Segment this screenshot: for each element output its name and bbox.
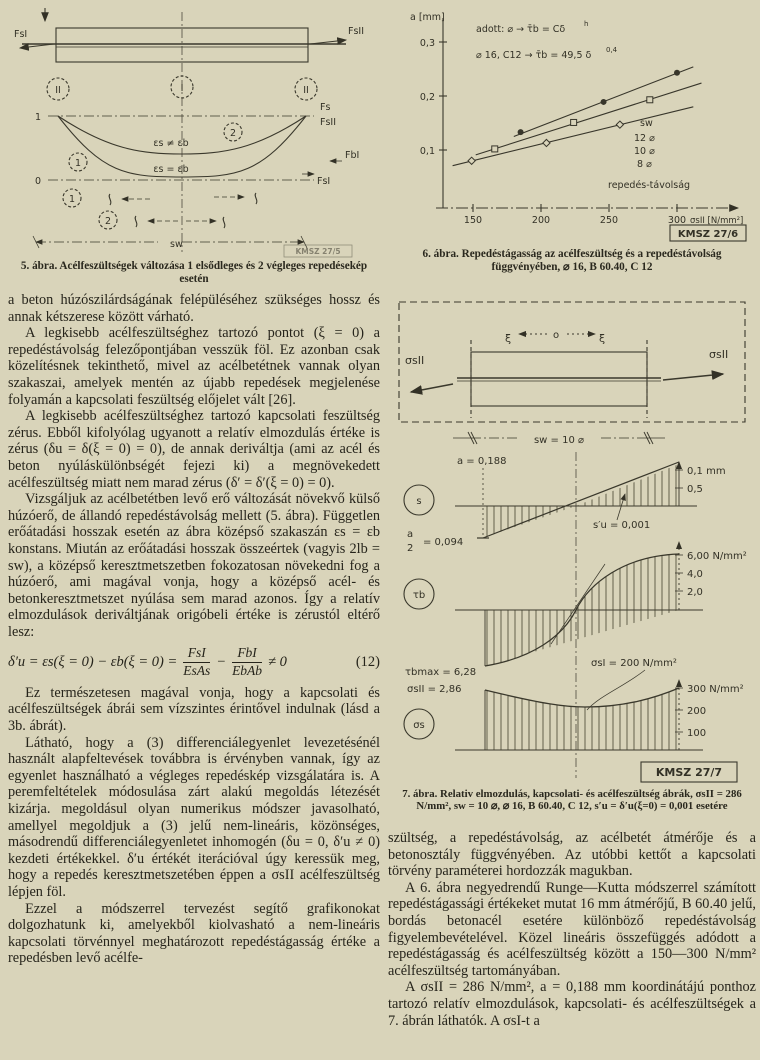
label-fsi: FsI	[317, 176, 331, 187]
section-label-left: II	[55, 85, 61, 96]
data-point-open-diamond	[543, 139, 550, 146]
right-text-column	[388, 830, 756, 1060]
stamp-label: KMSZ 27/5	[295, 247, 341, 256]
fraction-denominator: EsAs	[183, 662, 211, 678]
x-tick-label: 250	[599, 215, 619, 226]
series-line	[453, 107, 694, 166]
label-force-left: FsI	[14, 29, 28, 40]
data-point-open-diamond	[468, 157, 475, 164]
series-line	[476, 83, 702, 155]
equation-lhs: δ′u = εs(ξ = 0) − εb(ξ = 0) =	[8, 653, 178, 670]
label-s300: 300 N/mm²	[687, 684, 744, 695]
stamp-label: KMSZ 27/6	[677, 229, 739, 240]
paragraph: A legkisebb acélfeszültséghez tartozó pontot (ξ = 0) a repedéstávolság felezőpontjában vesszük föl. Ez azonban csak közelítésnek tekinthető, mivel az acélbetétnek vannak olyan szakaszai, amelyek mentén az újabb repedések megjelenése folyamán a kapcsolati feszültség előjelet vált [26].	[8, 325, 380, 408]
paragraph: szültség, a repedéstávolság, az acélbetét átmérője és a betonosztály függvényében. Az utóbbi kettőt a kapcsolati törvény paraméterei hordozzák magukban.	[388, 830, 756, 880]
s-hatch-right	[576, 464, 679, 506]
equation-rhs: ≠ 0	[268, 653, 287, 670]
fraction-numerator: FsI	[187, 645, 206, 661]
label-tau-mean: σsII = 2,86	[407, 684, 462, 695]
figure-6-crack-width-chart	[388, 4, 756, 246]
stamp-label: KMSZ 27/7	[655, 766, 723, 779]
legend-header: sw	[640, 118, 653, 129]
label-sw: sw	[170, 239, 183, 250]
label-a-frac-top: a	[407, 529, 414, 540]
label-force-right: FsII	[348, 26, 365, 37]
label-sigma-left: σsII	[405, 354, 425, 367]
paragraph: A σsII = 286 N/mm², a = 0,188 mm koordinátájú ponthoz tartozó relatív elmozdulások, kapcsolati- és acélfeszültségek a 7. ábrán láthatók. A σsI-t a	[388, 979, 756, 1029]
data-point-open-square	[571, 119, 577, 125]
label-sigma-s1: σsI = 200 N/mm²	[591, 658, 677, 669]
x-tick-label: 300	[667, 215, 687, 226]
figure-7-diagrams	[393, 292, 755, 786]
level-label-0: 0	[34, 176, 42, 187]
paragraph: Vizsgáljuk az acélbetétben levő erő változását növekvő külső húzóerő, de állandó repedéstávolság mellett (5. ábra). Független erőátadási hosszak esetén az ábra középső szakaszán εs = εb konstans. Miután az erőátadási hosszak összeértek (vagyis 2lb = sw), a középső keresztmetszetben fokozatosan növekedni fog a húzóerő, ami magával vonja, hogy a középső acél- és betonkeresztmetszet nyúlása sem marad azonos. Így a relatív elmozdulások deriváltjának origóbeli értéke is zérustól eltérő lesz:	[8, 491, 380, 640]
annotation-2: ⌀ 16, C12 → τ̄b = 49,5 δ	[476, 50, 592, 61]
label-eps-neq: εs ≠ εb	[153, 138, 189, 149]
curve-1-label: 1	[74, 158, 82, 169]
sigma-arrow-left	[411, 384, 453, 392]
s-badge-label: s	[416, 496, 422, 507]
x-axis-label: σsII [N/mm²]	[690, 216, 744, 226]
label-a-top: a = 0,188	[457, 456, 507, 467]
label-dimension: sw = 10 ⌀	[533, 435, 585, 446]
data-point-open-square	[647, 97, 653, 103]
fraction-numerator: FbI	[237, 645, 257, 661]
data-point-filled-circle	[674, 70, 680, 76]
figure-7-caption: 7. ábra. Relativ elmozdulás, kapcsolati- és acélfeszültség ábrák, σsII = 286 N/mm², sw = 10 ⌀, ⌀ 16, B 60.40, C 12, s′u = δ′u(ξ=0) = 0,001 esetére	[402, 788, 742, 813]
figure-5-caption: 5. ábra. Acélfeszültségek változása 1 elsődleges és 2 végleges repedésekép esetén	[20, 260, 368, 285]
data-point-open-diamond	[616, 121, 623, 128]
label-s100: 100	[687, 728, 707, 739]
label-xi-left: ξ	[505, 332, 512, 345]
label-scale-05: 0,5	[687, 484, 703, 495]
label-a-half: = 0,094	[423, 537, 464, 548]
label-fsii: FsII	[320, 117, 337, 128]
paragraph: A legkisebb acélfeszültséghez tartozó kapcsolati feszültség zérus. Ebből kifolyólag ugyanott a relatív elmozdulás értéke is zérus (δu = δ(ξ = 0) = 0), de annak deriváltja (ami az acél és beton nyúláskülönbségét fejezi ki) a megnövekedett acélfeszültség miatt nem marad zérus (δ′ = δ′(ξ = 0) = 0).	[8, 408, 380, 491]
row-2-label: 2	[104, 216, 112, 227]
legend-item-10: 10 ⌀	[634, 146, 655, 157]
y-axis-label: a [mm]	[410, 12, 445, 23]
legend-item-12: 12 ⌀	[634, 133, 655, 144]
annotation-2-exp: 0,4	[606, 46, 618, 54]
figure-6-caption: 6. ábra. Repedéstágasság az acélfeszültség és a repedéstávolság függvényében, ⌀ 16, B 60.40, C 12	[422, 248, 722, 273]
data-point-filled-circle	[601, 99, 607, 105]
paragraph: Látható, hogy a (3) differenciálegyenlet levezetésénél használt alapfeltevések továbbra is érvényben vannak, így az egyenlet használható a végleges repedéskép vizsgálatára is. A peremfeltételek módosulása zárt alakú megoldás létezését kizárja. megoldásul olyan numerikus módszer javasolható, amellyel megoldjuk a (3) jelű nem-lineáris, közönséges, másodrendű differenciálegyenletet inhomogén (δu = 0, δ′u ≠ 0) kezdeti értékekkel. δ′u értékét iterációval úgy keressük meg, hogy a repedés keresztmetszetében éppen a σsII acélfeszültség lépjen föl.	[8, 734, 380, 900]
equation-minus: −	[216, 653, 227, 670]
label-sigma-right: σsII	[709, 348, 729, 361]
label-origin: o	[553, 330, 560, 341]
annotation-1-exp: h	[584, 20, 589, 28]
row-1-label: 1	[68, 194, 76, 205]
annotation-1: adott: ⌀ → τ̄b = Cδ	[476, 24, 566, 35]
y-tick-label: 0,2	[419, 92, 435, 103]
crack-symbol	[223, 217, 225, 228]
equation-fraction-2	[232, 646, 262, 677]
crack-symbol	[109, 194, 111, 205]
chart-series-lines	[453, 67, 702, 166]
x-tick-label: 200	[531, 215, 551, 226]
x-tick-label: 150	[463, 215, 483, 226]
y-tick-label: 0,3	[419, 38, 435, 49]
label-fbi: FbI	[345, 150, 360, 161]
label-xi-right: ξ	[599, 332, 606, 345]
legend-note: repedés-távolság	[608, 180, 691, 191]
paragraph: a beton húzószilárdságának felépüléséhez szükséges hossz és annak kétszerese között várható.	[8, 292, 380, 325]
sigma-badge-label: σs	[413, 720, 425, 731]
crack-symbol	[255, 193, 257, 204]
label-tau-max: τbmax = 6,28	[405, 667, 477, 678]
section-label-mid: I	[180, 83, 184, 94]
fraction-denominator: EbAb	[232, 662, 263, 678]
sigma-arrow-right	[663, 374, 723, 380]
paragraph: A 6. ábra negyedrendű Runge—Kutta módszerrel számított repedéstágassági értékeket mutat 16 mm átmérőjű, B 60.40 jelű, bordás betonacél esetére különböző repedéstávolság figyelembevételével. Közel lineáris összefüggés adódott a repedéstágasság és acélfeszültség között a 150—300 N/mm² acélfeszültség tartományában.	[388, 879, 756, 979]
equation-fraction-1	[183, 646, 210, 677]
data-point-filled-circle	[518, 129, 524, 135]
concrete-prism	[471, 352, 647, 406]
label-s200: 200	[687, 706, 707, 717]
equation-12	[8, 646, 380, 677]
data-point-open-square	[492, 146, 498, 152]
label-su: s′u = 0,001	[593, 520, 651, 531]
paragraph: Ez természetesen magával vonja, hogy a kapcsolati és acélfeszültségek ábrái sem vízszintes érintővel indulnak (lásd a 3b. ábrát).	[8, 684, 380, 734]
label-scale-01: 0,1 mm	[687, 466, 726, 477]
paragraph: Ezzel a módszerrel tervezést segítő grafikonokat dolgozhatunk ki, amelyekből kiolvasható a nem-lineáris kapcsolati törvénnyel meghatározott repedéstágasság értéke a repedésben levő acélfe-	[8, 900, 380, 967]
label-a-frac-bot: 2	[407, 543, 414, 554]
y-tick-label: 0,1	[419, 146, 435, 157]
equation-number: (12)	[355, 653, 380, 670]
dashed-boundary-box	[399, 302, 745, 422]
left-text-column	[8, 292, 380, 1058]
label-t20: 2,0	[687, 587, 703, 598]
figure-5-steel-stress-diagram	[8, 4, 380, 258]
label-t40: 4,0	[687, 569, 703, 580]
label-eps-eq: εs = εb	[153, 164, 189, 175]
legend-item-8: 8 ⌀	[637, 159, 652, 170]
crack-symbol	[135, 216, 137, 227]
section-label-right: II	[303, 85, 309, 96]
curve-2-label: 2	[229, 128, 237, 139]
label-fs: Fs	[320, 102, 331, 113]
tau-badge-label: τb	[412, 590, 426, 601]
label-t600: 6,00 N/mm²	[687, 551, 747, 562]
level-label-1: 1	[34, 112, 42, 123]
